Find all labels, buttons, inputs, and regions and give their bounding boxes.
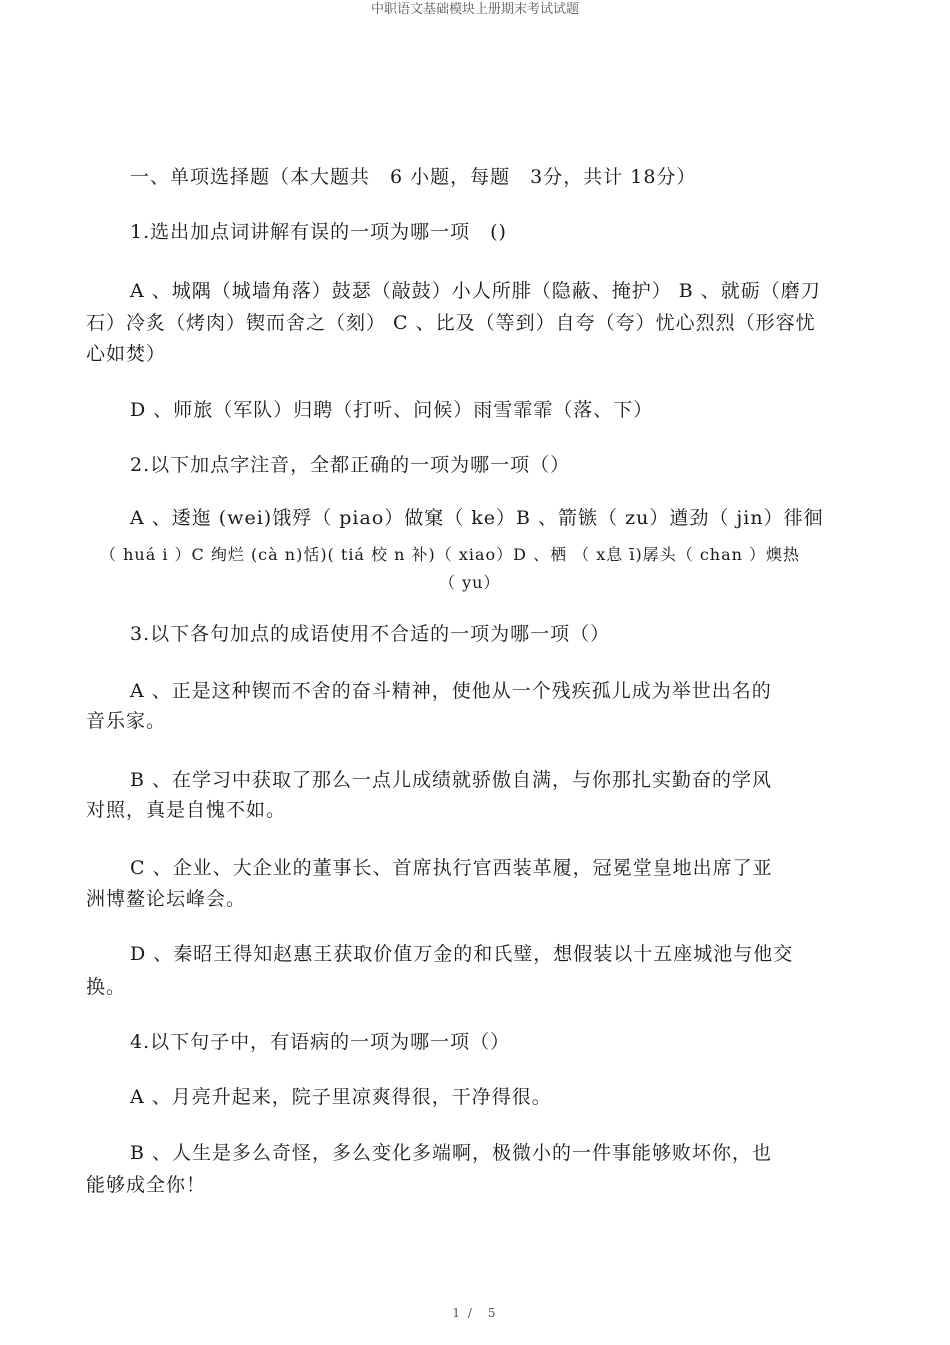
question-2-stem: 2.以下加点字注音，全都正确的一项为哪一项（） <box>130 454 571 476</box>
question-1-options-line-1: A 、城隅（城墙角落）鼓瑟（敲鼓）小人所腓（隐蔽、掩护） B 、就砺（磨刀 <box>130 280 821 302</box>
question-3-option-a-line-1: A 、正是这种锲而不舍的奋斗精神，使他从一个残疾孤儿成为举世出名的 <box>130 680 772 702</box>
question-2-options-line-1: A 、逶迤 (wei)饿殍（ piao）做窠（ ke）B 、箭镞（ zu）遒劲（ jin）徘徊 <box>130 507 824 529</box>
page-number: 1 / 5 <box>452 1306 498 1320</box>
question-1-stem: 1.选出加点词讲解有误的一项为哪一项 () <box>130 221 507 243</box>
question-4-option-b-line-1: B 、人生是多么奇怪，多么变化多端啊，极微小的一件事能够败坏你，也 <box>130 1142 773 1164</box>
question-1-option-d: D 、师旅（军队）归聘（打听、问候）雨雪霏霏（落、下） <box>130 399 654 421</box>
question-3-option-d-line-2: 换。 <box>86 976 127 998</box>
question-4-stem: 4.以下句子中，有语病的一项为哪一项（） <box>130 1031 511 1053</box>
question-3-option-b-line-1: B 、在学习中获取了那么一点儿成绩就骄傲自满，与你那扎实勤奋的学风 <box>130 769 773 791</box>
question-3-option-b-line-2: 对照，真是自愧不如。 <box>86 799 287 821</box>
question-4-option-a: A 、月亮升起来，院子里凉爽得很，干净得很。 <box>130 1086 552 1108</box>
document-header: 中职语文基础模块上册期末考试试题 <box>370 2 579 17</box>
section-title: 一、单项选择题（本大题共 6 小题，每题 3分，共计 18分） <box>130 166 697 188</box>
question-3-option-d-line-1: D 、秦昭王得知赵惠王获取价值万金的和氏璧，想假装以十五座城池与他交 <box>130 943 794 965</box>
question-2-options-line-3: （ yu） <box>439 573 501 592</box>
question-3-option-c-line-1: C 、企业、大企业的董事长、首席执行官西装革履，冠冕堂皇地出席了亚 <box>130 857 773 879</box>
question-1-options-line-2: 石）冷炙（烤肉）锲而舍之（刻） C 、比及（等到）自夸（夸）忧心烈烈（形容忧 <box>86 312 816 334</box>
question-1-options-line-3: 心如焚） <box>86 343 167 365</box>
question-3-stem: 3.以下各句加点的成语使用不合适的一项为哪一项（） <box>130 623 611 645</box>
question-4-option-b-line-2: 能够成全你！ <box>86 1174 207 1196</box>
question-2-options-line-2: （ huá i ）C 绚烂 (cà n)恬)( tiá 校 n 补)（ xiao）D 、栖 （ x息 ī)孱头（ chan ）燠热 <box>100 545 801 564</box>
question-3-option-a-line-2: 音乐家。 <box>86 710 167 732</box>
question-3-option-c-line-2: 洲博鳌论坛峰会。 <box>86 888 247 910</box>
